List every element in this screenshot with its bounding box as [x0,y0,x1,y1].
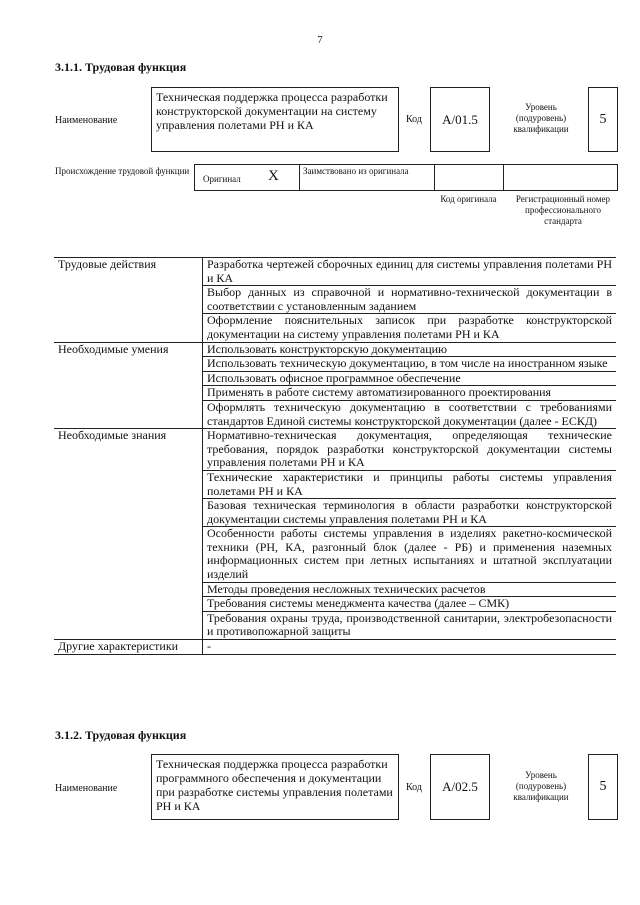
section-item: Технические характеристики и принципы работы системы управления полетами РН и КА [203,470,617,498]
section-item: Использовать офисное программное обеспечение [203,371,617,386]
details-row [54,640,616,655]
origin-original-label: Оригинал [203,174,241,184]
section-item: Нормативно-техническая документация, определяющая технические требования, порядок разработки конструкторской документации системы управления полетами РН и КА [203,429,617,471]
function-2-level-value: 5 [588,754,618,820]
section-item: Требования системы менеджмента качества (далее – СМК) [203,597,617,612]
details-row [54,429,616,471]
section-item: - [203,640,617,655]
function-2-name-value: Техническая поддержка процесса разработки программного обеспечения и документации при разработке системы управления полетами РН и КА [151,754,399,820]
origin-code-original-label: Код оригинала [440,194,497,204]
origin-label: Происхождение трудовой функции [55,166,190,176]
function-2-heading: 3.1.2. Трудовая функция [55,728,187,742]
function-1-name-label: Наименование [55,115,118,126]
function-2-level-label: Уровень (подуровень) квалификации [513,770,569,802]
function-1-code-value: А/01.5 [430,87,490,152]
section-item: Требования охраны труда, производственной санитарии, электробезопасности и противопожарной защиты [203,611,617,639]
section-item: Особенности работы системы управления в изделиях ракетно-космической техники (РН, КА, разгонный блок (далее - РБ) и применения наземных информационных систем при летных испытаниях и штатной эксплуатации изделий [203,527,617,582]
function-2-code-label: Код [406,782,422,793]
section-item: Методы проведения несложных технических расчетов [203,582,617,597]
function-1-name-value: Техническая поддержка процесса разработки конструкторской документации на систему управления полетами РН и КА [151,87,399,152]
section-item: Применять в работе систему автоматизированного проектирования [203,386,617,401]
section-label: Необходимые умения [54,342,203,429]
origin-borrowed-label: Заимствовано из оригинала [303,166,409,176]
function-1-code-label: Код [406,114,422,125]
function-1-details-table [54,257,616,655]
function-1-level-value: 5 [588,87,618,152]
details-row [54,342,616,357]
origin-divider-1 [299,164,300,191]
section-item: Выбор данных из справочной и нормативно-технической документации в соответствии с установленным заданием [203,286,617,314]
section-label: Другие характеристики [54,640,203,655]
origin-divider-2 [434,164,435,191]
section-item: Использовать конструкторскую документацию [203,342,617,357]
origin-original-mark: X [268,168,279,184]
page-number: 7 [317,34,323,46]
details-row [54,258,616,286]
section-item: Разработка чертежей сборочных единиц для системы управления полетами РН и КА [203,258,617,286]
section-item: Оформление пояснительных записок при разработке конструкторской документации на систему управления полетами РН и КА [203,314,617,342]
origin-divider-3 [503,164,504,191]
function-2-name-label: Наименование [55,783,118,794]
origin-reg-number-label: Регистрационный номер профессионального стандарта [515,194,611,226]
function-1-heading: 3.1.1. Трудовая функция [55,60,187,74]
section-label: Трудовые действия [54,258,203,343]
section-item: Использовать техническую документацию, в том числе на иностранном языке [203,357,617,372]
section-item: Оформлять техническую документацию в соответствии с требованиями стандартов Единой системы конструкторской документации (далее - ЕСКД) [203,400,617,428]
function-1-level-label: Уровень (подуровень) квалификации [513,102,569,134]
section-item: Базовая техническая терминология в области разработки конструкторской документации системы управления полетами РН и КА [203,499,617,527]
function-2-code-value: А/02.5 [430,754,490,820]
section-label: Необходимые знания [54,429,203,640]
